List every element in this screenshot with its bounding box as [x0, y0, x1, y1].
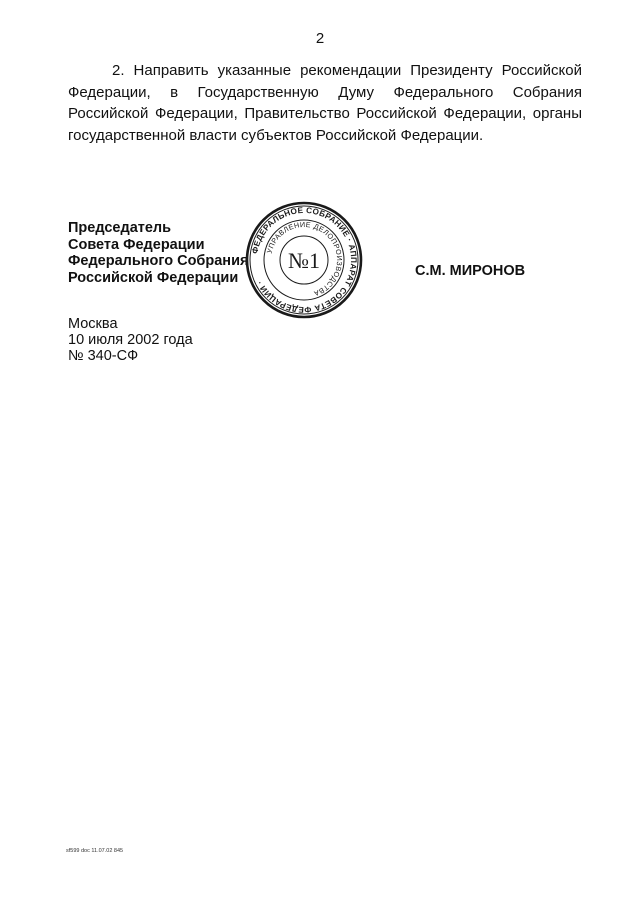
footer-code: sf599 doc 11.07.02 845	[66, 848, 124, 854]
page-number: 2	[315, 30, 325, 47]
signer-title-line: Председатель	[68, 220, 172, 236]
seal-inner-text: УПРАВЛЕНИЕ ДЕЛОПРОИЗВОДСТВА	[264, 219, 345, 299]
issue-block	[68, 316, 193, 364]
seal-outer-text: ФЕДЕРАЛЬНОЕ СОБРАНИЕ · АППАРАТ СОВЕТА ФЕДЕРАЦИИ ·	[250, 205, 359, 315]
issue-city: Москва	[68, 316, 118, 332]
body-paragraph: 2. Направить указанные рекомендации Президенту Российской Федерации, в Государственную Думу Федерального Собрания Российской Федерации, Правительство Российской Федерации, органы государственной власти субъектов Российской Федерации.	[68, 62, 582, 144]
seal-number: №1	[288, 248, 320, 273]
official-seal	[244, 200, 364, 320]
signer-name: С.М. МИРОНОВ	[415, 263, 526, 279]
signer-title	[68, 220, 248, 286]
signer-title-line: Российской Федерации	[68, 269, 239, 286]
signer-title-line: Федерального Собрания	[68, 253, 249, 269]
issue-date: 10 июля 2002 года	[68, 332, 193, 348]
signer-title-line: Совета Федерации	[68, 236, 205, 253]
issue-number: № 340-СФ	[68, 348, 139, 364]
